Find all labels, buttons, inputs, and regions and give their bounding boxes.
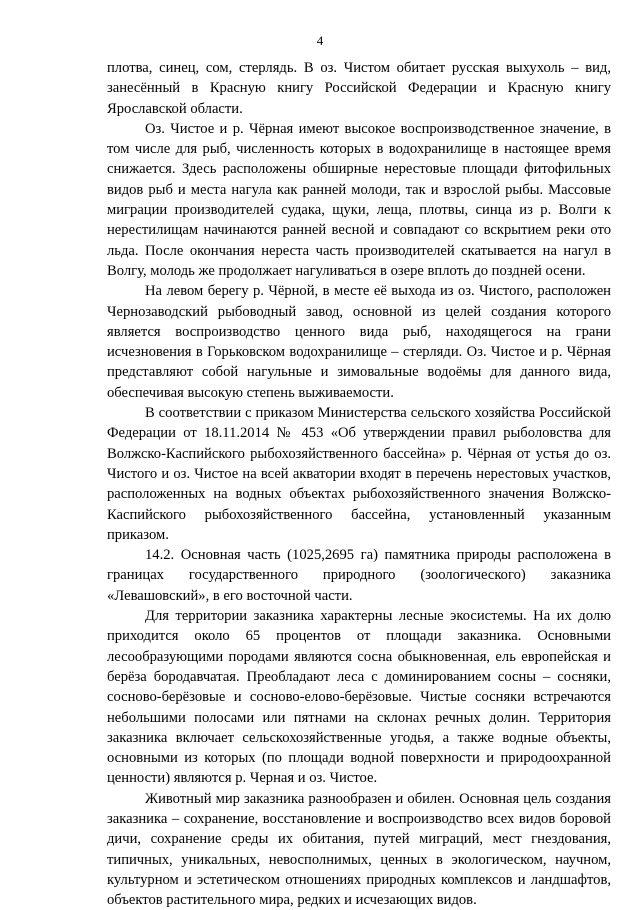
document-body (107, 58, 611, 910)
paragraph-fish-hatchery: На левом берегу р. Чёрной, в месте её выхода из оз. Чистого, расположен Чернозаводский рыбоводный завод, основной из целей создания которого является воспроизводство ценного вида рыб, находящегося на грани исчезновения в Горьковском водохранилище – стерляди. Оз. Чистое и р. Чёрная представляют собой нагульные и зимовальные водоёмы для данного вида, обеспечивая высокую степень выживаемости. (107, 283, 611, 401)
paragraph-forest-ecosystems: Для территории заказника характерны лесные экосистемы. На их долю приходится около 65 процентов от площади заказника. Основными лесообразующими породами являются сосна обыкновенная, ель европейская и берёза бородавчатая. Преобладают леса с доминированием сосны – сосняки, сосново-берёзовые и сосново-елово-берёзовые. Чистые сосняки встречаются небольшими полосами или пятнами на склонах речных долин. Территория заказника включает сельскохозяйственные угодья, а также водные объекты, основными из которых (по площади водной поверхности и природоохранной ценности) являются р. Черная и оз. Чистое. (107, 608, 611, 787)
page-number: 4 (316, 33, 324, 48)
paragraph-continuation: плотва, синец, сом, стерлядь. В оз. Чистом обитает русская выхухоль – вид, занесённый в Красную книгу Российской Федерации и Красную книгу Ярославской области. (107, 60, 611, 117)
paragraph-section-14-2: 14.2. Основная часть (1025,2695 га) памятника природы расположена в границах государственного природного (зоологического) заказника «Левашовский», в его восточной части. (107, 547, 611, 604)
paragraph-ministry-order: В соответствии с приказом Министерства сельского хозяйства Российской Федерации от 18.11.2014 № 453 «Об утверждении правил рыболовства для Волжско-Каспийского рыбохозяйственного бассейна» р. Чёрная от устья до оз. Чистого и оз. Чистое на всей акватории входят в перечень нерестовых участков, расположенных на водных объектах рыбохозяйственного значения Волжско-Каспийского рыбохозяйственного бассейна, установленный указанным приказом. (107, 405, 611, 543)
paragraph-fauna: Животный мир заказника разнообразен и обилен. Основная цель создания заказника – сохранение, восстановление и воспроизводство всех видов боровой дичи, сохранение среды их обитания, путей миграций, мест гнездования, типичных, уникальных, невосполнимых, ценных в экологическом, научном, культурном и эстетическом отношениях природных комплексов и ландшафтов, объектов растительного мира, редких и исчезающих видов. (107, 790, 611, 909)
paragraph-reproductive-value: Оз. Чистое и р. Чёрная имеют высокое воспроизводственное значение, в том числе для рыб, численность которых в водохранилище в настоящее время снижается. Здесь расположены обширные нерестовые площади фитофильных видов рыб и места нагула как ранней молоди, так и взрослой рыбы. Массовые миграции производителей судака, щуки, леща, плотвы, синца из р. Волги к нерестилищам начинаются ранней весной и совпадают со вскрытием реки ото льда. После окончания нереста часть производителей скатывается на нагул в Волгу, молодь же продолжает нагуливаться в озере вплоть до поздней осени. (107, 120, 611, 279)
